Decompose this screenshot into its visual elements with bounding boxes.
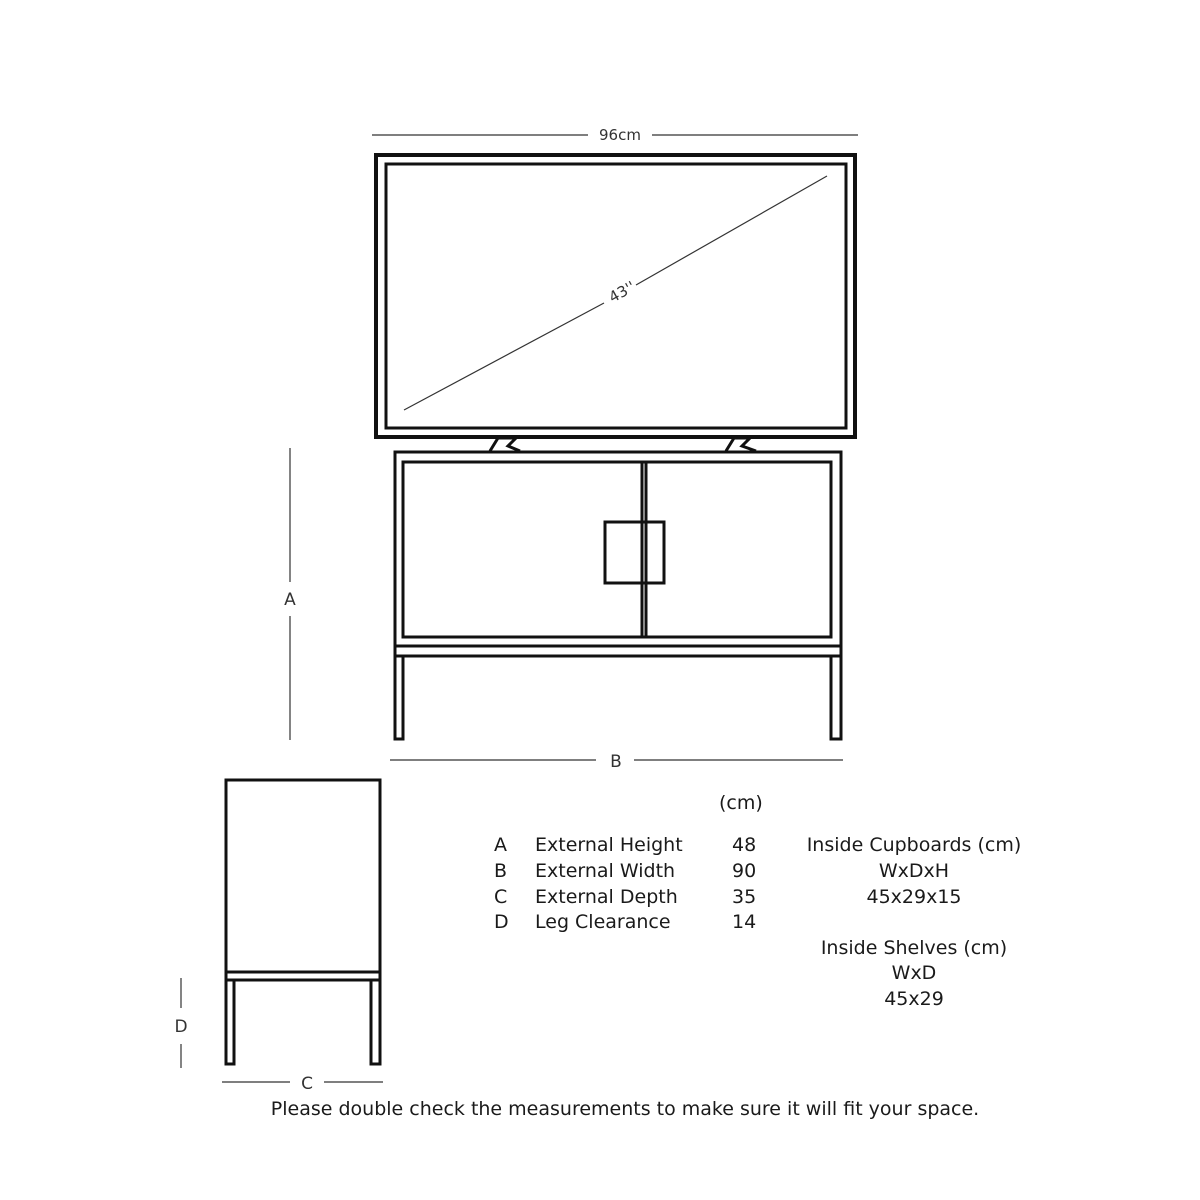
leg-clearance-dimension-d [174,978,187,1068]
inside-cupboards-value: 45x29x15 [866,886,962,908]
side-body [226,780,380,972]
tv-diagonal-line-upper [636,176,827,285]
height-dimension-a [284,448,296,740]
width-dimension-b [390,752,843,772]
tv-foot-left [490,438,520,451]
depth-dimension-c [222,1074,383,1094]
tv-diagonal-line-lower [404,303,604,410]
side-leg-left [226,972,234,1064]
side-leg-right [371,972,380,1064]
row-value: 14 [732,911,757,933]
unit-header: (cm) [719,792,763,814]
row-name: External Depth [535,886,678,908]
leg-left [395,646,403,739]
cabinet-door-frame [403,462,831,637]
row-letter: D [494,911,509,933]
row-name: External Width [535,860,676,882]
label-d: D [174,1017,188,1037]
tv-diagonal-label: 43'' [605,277,639,307]
row-name: External Height [535,834,683,856]
row-value: 90 [732,860,757,882]
door-handle [605,522,664,583]
footer-note: Please double check the measurements to make sure it will fit your space. [270,1098,980,1120]
inside-shelves-title: Inside Shelves (cm) [820,937,1008,959]
leg-right [831,646,841,739]
row-value: 48 [732,834,757,856]
tv-width-label: 96cm [599,126,641,144]
inside-shelves-format: WxD [891,962,937,984]
inside-shelves-value: 45x29 [884,988,944,1010]
tv-illustration [376,155,855,451]
row-letter: C [494,886,508,908]
inside-cupboards-format: WxDxH [878,860,950,882]
row-value: 35 [732,886,757,908]
tv-width-dimension [372,126,858,144]
cabinet-front-view [395,452,841,739]
row-letter: B [494,860,508,882]
cabinet-body [395,452,841,646]
tv-foot-right [726,438,756,451]
inside-cupboards-title: Inside Cupboards (cm) [806,834,1022,856]
label-c: C [301,1074,313,1094]
row-name: Leg Clearance [535,911,671,933]
label-b: B [610,752,622,772]
cabinet-side-view [226,780,380,1064]
label-a: A [284,590,296,610]
row-letter: A [494,834,507,856]
